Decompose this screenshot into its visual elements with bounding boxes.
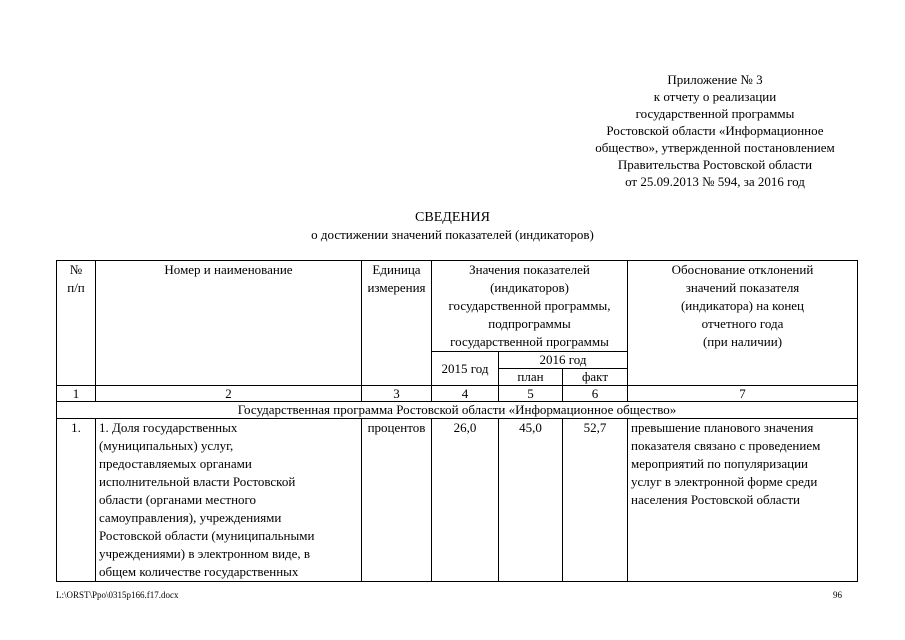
column-number: 2 xyxy=(96,386,362,402)
header-values: Значения показателей (индикаторов) государственной программы, подпрограммы государственной программы xyxy=(432,261,628,352)
column-number: 3 xyxy=(362,386,432,402)
row-unit: процентов xyxy=(362,419,432,582)
appendix-line: к отчету о реализации xyxy=(653,89,777,104)
header-num: № п/п xyxy=(57,261,96,386)
table-row xyxy=(57,419,858,582)
row-name: 1. Доля государственных (муниципальных) услуг, предоставляемых органами исполнительной власти Ростовской области (органами местного самоуправления), учреждениями Ростовской области (муниципальными учреждениями) в электронном виде, в общем количестве государственных xyxy=(96,419,362,582)
title-sub: о достижении значений показателей (индикаторов) xyxy=(311,227,594,242)
appendix-line: Ростовской области «Информационное xyxy=(606,123,824,138)
column-number: 6 xyxy=(563,386,628,402)
header-name: Номер и наименование xyxy=(96,261,362,386)
column-number-row xyxy=(57,386,858,402)
header-row xyxy=(57,261,858,352)
header-2016: 2016 год xyxy=(499,352,628,369)
header-unit: Единица измерения xyxy=(362,261,432,386)
row-fact: 52,7 xyxy=(563,419,628,582)
row-plan: 45,0 xyxy=(499,419,563,582)
document-title xyxy=(0,209,905,243)
page-number: 96 xyxy=(833,590,842,600)
header-2015: 2015 год xyxy=(432,352,499,386)
column-number: 5 xyxy=(499,386,563,402)
section-row xyxy=(57,402,858,419)
appendix-line: Правительства Ростовской области xyxy=(617,157,813,172)
appendix-line: государственной программы xyxy=(635,106,795,121)
appendix-line: общество», утвержденной постановлением xyxy=(595,140,835,155)
appendix-header xyxy=(560,71,870,190)
title-main: СВЕДЕНИЯ xyxy=(415,210,490,225)
column-number: 1 xyxy=(57,386,96,402)
header-justification: Обоснование отклонений значений показателя (индикатора) на конец отчетного года (при наличии) xyxy=(628,261,858,386)
section-title: Государственная программа Ростовской области «Информационное общество» xyxy=(57,402,858,419)
appendix-line: Приложение № 3 xyxy=(667,72,763,87)
header-fact: факт xyxy=(563,369,628,386)
indicators-table xyxy=(56,260,858,582)
appendix-line: от 25.09.2013 № 594, за 2016 год xyxy=(625,174,805,189)
footer-file-path: L:\ORST\Ppo\0315p166.f17.docx xyxy=(56,590,179,600)
column-number: 4 xyxy=(432,386,499,402)
row-justification: превышение планового значения показателя связано с проведением мероприятий по популяризации услуг в электронной форме среди населения Ростовской области xyxy=(628,419,858,582)
column-number: 7 xyxy=(628,386,858,402)
row-num: 1. xyxy=(57,419,96,582)
header-plan: план xyxy=(499,369,563,386)
row-2015: 26,0 xyxy=(432,419,499,582)
